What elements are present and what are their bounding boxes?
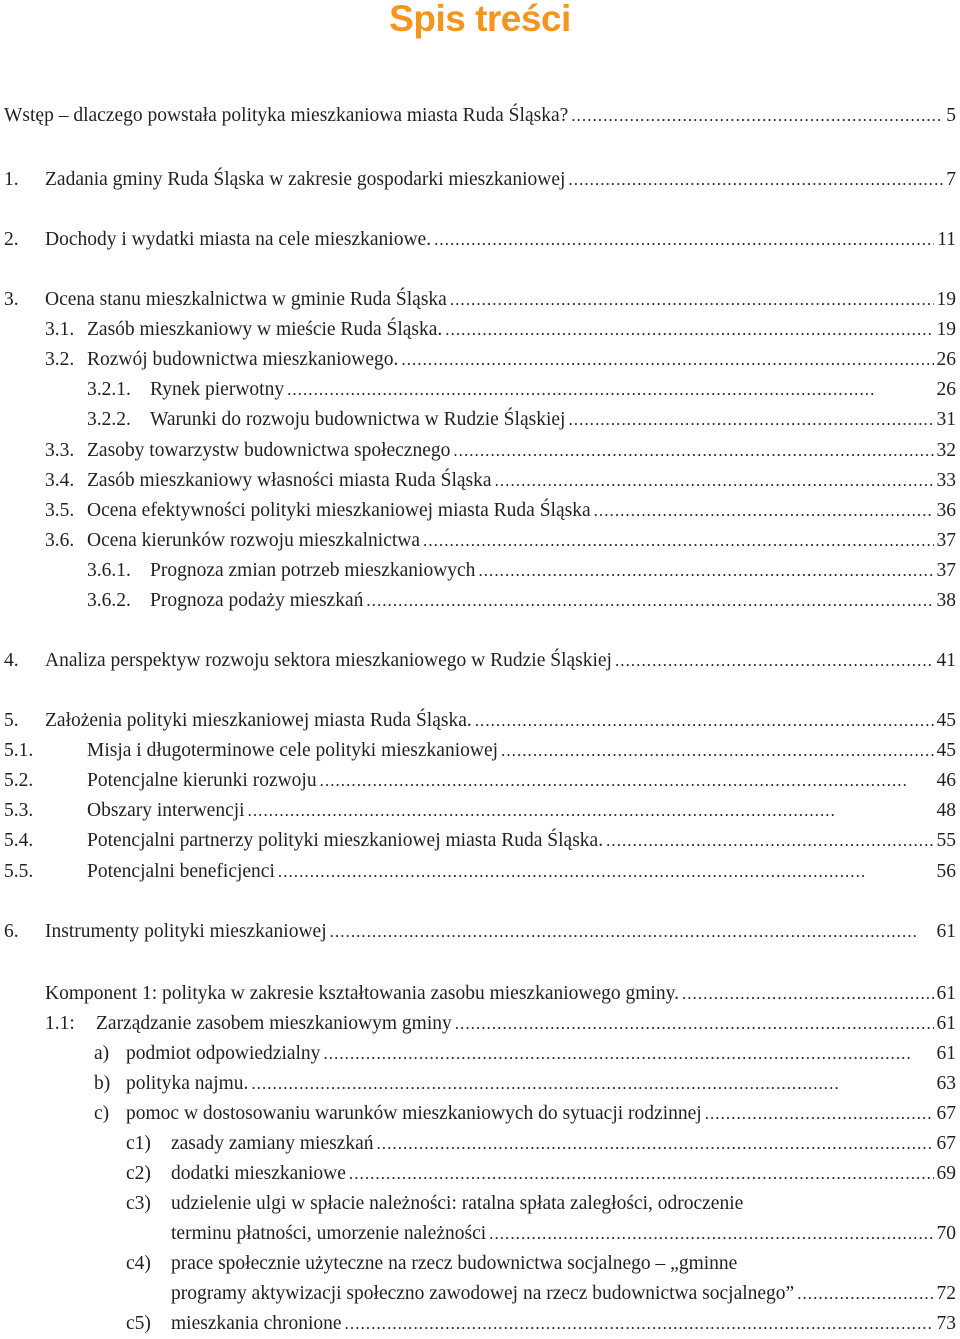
toc-entry-number: 3.6.1. bbox=[87, 560, 131, 581]
toc-entry-title: Dochody i wydatki miasta na cele mieszkaniowe. bbox=[45, 229, 432, 250]
toc-entry-number: a) bbox=[94, 1043, 110, 1064]
toc-entry-number: b) bbox=[94, 1073, 111, 1094]
dot-leader bbox=[248, 796, 934, 826]
toc-entry[interactable] bbox=[126, 1189, 743, 1219]
toc-entry[interactable] bbox=[126, 1249, 737, 1279]
toc-entry-title: terminu płatności, umorzenie należności bbox=[171, 1223, 487, 1244]
toc-entry-page-number: 61 bbox=[936, 1043, 956, 1064]
toc-entry[interactable] bbox=[171, 1279, 956, 1309]
toc-entry-page-number: 31 bbox=[936, 409, 956, 430]
toc-entry-page-number: 11 bbox=[937, 229, 956, 250]
toc-entry[interactable] bbox=[171, 1219, 956, 1249]
toc-entry[interactable] bbox=[45, 979, 956, 1009]
toc-entry[interactable] bbox=[87, 405, 956, 435]
toc-entry-title: Komponent 1: polityka w zakresie kształtowania zasobu mieszkaniowego gminy. bbox=[45, 983, 679, 1004]
dot-leader bbox=[489, 1219, 933, 1249]
toc-entry[interactable] bbox=[4, 766, 956, 796]
toc-entry-title: Zarządzanie zasobem mieszkaniowym gminy bbox=[96, 1013, 452, 1034]
toc-entry-number: 5.1. bbox=[4, 740, 34, 761]
dot-leader bbox=[571, 101, 943, 131]
dot-leader bbox=[320, 766, 934, 796]
toc-entry-page-number: 7 bbox=[946, 169, 956, 190]
toc-entry[interactable] bbox=[94, 1039, 956, 1069]
toc-entry-page-number: 61 bbox=[936, 921, 956, 942]
dot-leader bbox=[797, 1279, 933, 1309]
dot-leader bbox=[615, 646, 934, 676]
toc-entry-number: c) bbox=[94, 1103, 110, 1124]
toc-entry-page-number: 46 bbox=[936, 770, 956, 791]
toc-entry-title: prace społecznie użyteczne na rzecz budownictwa socjalnego – „gminne bbox=[171, 1253, 738, 1274]
toc-entry-number: 5.2. bbox=[4, 770, 34, 791]
toc-entry-title: polityka najmu. bbox=[126, 1073, 249, 1094]
toc-entry-page-number: 33 bbox=[936, 470, 956, 491]
toc-entry-page-number: 69 bbox=[936, 1163, 956, 1184]
toc-entry-title: Potencjalni beneficjenci bbox=[87, 861, 275, 882]
dot-leader bbox=[287, 375, 933, 405]
toc-entry-page-number: 67 bbox=[936, 1103, 956, 1124]
toc-entry-number: 5. bbox=[4, 710, 19, 731]
toc-entry-page-number: 36 bbox=[936, 500, 956, 521]
toc-entry-number: 3.4. bbox=[45, 470, 75, 491]
toc-entry-title: mieszkania chronione bbox=[171, 1313, 342, 1334]
toc-entry-number: 1.1: bbox=[45, 1013, 75, 1034]
toc-entry-page-number: 73 bbox=[936, 1313, 956, 1334]
toc-entry-title: Rynek pierwotny bbox=[150, 379, 285, 400]
toc-entry-page-number: 56 bbox=[936, 861, 956, 882]
dot-leader bbox=[330, 917, 934, 947]
toc-entry[interactable] bbox=[4, 857, 956, 887]
toc-entry-title: Prognoza podaży mieszkań bbox=[150, 590, 364, 611]
toc-entry[interactable] bbox=[45, 466, 956, 496]
dot-leader bbox=[606, 826, 933, 856]
toc-entry-number: 3.6. bbox=[45, 530, 75, 551]
toc-entry-title: programy aktywizacji społeczno zawodowej na rzecz budownictwa socjalnego” bbox=[171, 1283, 795, 1304]
page-title: Spis treści bbox=[389, 0, 571, 39]
toc-entry[interactable] bbox=[4, 826, 956, 856]
toc-entry[interactable] bbox=[4, 706, 956, 736]
toc-entry[interactable] bbox=[4, 165, 956, 195]
toc-entry-number: 3.3. bbox=[45, 440, 75, 461]
toc-entry-number: 6. bbox=[4, 921, 19, 942]
dot-leader bbox=[323, 1039, 933, 1069]
toc-entry-title: udzielenie ulgi w spłacie należności: ratalna spłata zaległości, odroczenie bbox=[171, 1193, 744, 1214]
toc-entry-title: Zasoby towarzystw budownictwa społecznego bbox=[87, 440, 451, 461]
toc-entry-title: Analiza perspektyw rozwoju sektora mieszkaniowego w Rudzie Śląskiej bbox=[45, 650, 612, 671]
dot-leader bbox=[366, 586, 933, 616]
toc-entry[interactable] bbox=[94, 1099, 956, 1129]
toc-entry-number: c1) bbox=[126, 1133, 151, 1154]
toc-entry-page-number: 41 bbox=[936, 650, 956, 671]
dot-leader bbox=[455, 1009, 934, 1039]
toc-entry[interactable] bbox=[87, 375, 956, 405]
dot-leader bbox=[349, 1159, 934, 1189]
dot-leader bbox=[450, 285, 934, 315]
dot-leader bbox=[423, 526, 933, 556]
toc-entry-number: 4. bbox=[4, 650, 19, 671]
toc-entry[interactable] bbox=[4, 225, 956, 255]
toc-entry-title: Ocena stanu mieszkalnictwa w gminie Ruda Śląska bbox=[45, 289, 447, 310]
dot-leader bbox=[568, 165, 943, 195]
toc-entry-title: Potencjalni partnerzy polityki mieszkaniowej miasta Ruda Śląska. bbox=[87, 830, 604, 851]
toc-entry-title: Obszary interwencji bbox=[87, 800, 245, 821]
dot-leader bbox=[478, 556, 933, 586]
toc-entry[interactable] bbox=[45, 345, 956, 375]
toc-entry[interactable] bbox=[45, 315, 956, 345]
toc-entry-title: Misja i długoterminowe cele polityki mieszkaniowej bbox=[87, 740, 499, 761]
dot-leader bbox=[495, 466, 934, 496]
toc-entry-title: pomoc w dostosowaniu warunków mieszkaniowych do sytuacji rodzinnej bbox=[126, 1103, 702, 1124]
toc-entry-page-number: 37 bbox=[936, 560, 956, 581]
toc-entry-page-number: 19 bbox=[936, 289, 956, 310]
dot-leader bbox=[568, 405, 933, 435]
toc-entry-title: dodatki mieszkaniowe bbox=[171, 1163, 346, 1184]
toc-entry-number: c4) bbox=[126, 1253, 151, 1274]
toc-entry-title: podmiot odpowiedzialny bbox=[126, 1043, 321, 1064]
toc-entry-page-number: 38 bbox=[936, 590, 956, 611]
toc-entry[interactable] bbox=[87, 556, 956, 586]
toc-entry-title: Prognoza zmian potrzeb mieszkaniowych bbox=[150, 560, 476, 581]
toc-entry[interactable] bbox=[126, 1129, 956, 1159]
toc-entry[interactable] bbox=[126, 1309, 956, 1339]
toc-entry-page-number: 48 bbox=[936, 800, 956, 821]
toc-entry-page-number: 32 bbox=[936, 440, 956, 461]
toc-entry-page-number: 55 bbox=[936, 830, 956, 851]
toc-entry-page-number: 72 bbox=[936, 1283, 956, 1304]
dot-leader bbox=[501, 736, 933, 766]
toc-entry-title: Ocena kierunków rozwoju mieszkalnictwa bbox=[87, 530, 421, 551]
toc-entry-page-number: 70 bbox=[936, 1223, 956, 1244]
toc-entry-number: 5.4. bbox=[4, 830, 34, 851]
toc-entry-title: Zadania gminy Ruda Śląska w zakresie gospodarki mieszkaniowej bbox=[45, 169, 566, 190]
dot-leader bbox=[278, 857, 934, 887]
dot-leader bbox=[251, 1069, 933, 1099]
toc-entry-title: Rozwój budownictwa mieszkaniowego. bbox=[87, 349, 399, 370]
toc-entry-title: Zasób mieszkaniowy własności miasta Ruda Śląska bbox=[87, 470, 492, 491]
toc-entry[interactable] bbox=[45, 526, 956, 556]
toc-entry[interactable] bbox=[4, 917, 956, 947]
toc-entry-page-number: 61 bbox=[936, 1013, 956, 1034]
toc-entry-page-number: 67 bbox=[936, 1133, 956, 1154]
toc-entry-page-number: 45 bbox=[936, 740, 956, 761]
toc-entry[interactable] bbox=[94, 1069, 956, 1099]
dot-leader bbox=[345, 1309, 934, 1339]
toc-entry-page-number: 63 bbox=[936, 1073, 956, 1094]
dot-leader bbox=[705, 1099, 934, 1129]
toc-entry-number: c2) bbox=[126, 1163, 151, 1184]
toc-entry-title: Potencjalne kierunki rozwoju bbox=[87, 770, 317, 791]
toc-entry-title: Wstęp – dlaczego powstała polityka mieszkaniowa miasta Ruda Śląska? bbox=[4, 105, 569, 126]
toc-entry-number: 3.2.1. bbox=[87, 379, 131, 400]
toc-entry-title: Zasób mieszkaniowy w mieście Ruda Śląska. bbox=[87, 319, 443, 340]
toc-entry[interactable] bbox=[45, 436, 956, 466]
toc-entry[interactable] bbox=[4, 736, 956, 766]
toc-entry-title: Warunki do rozwoju budownictwa w Rudzie Śląskiej bbox=[150, 409, 566, 430]
toc-entry-number: c3) bbox=[126, 1193, 151, 1214]
toc-entry-page-number: 26 bbox=[936, 379, 956, 400]
toc-entry[interactable] bbox=[4, 285, 956, 315]
dot-leader bbox=[434, 225, 934, 255]
toc-entry-page-number: 45 bbox=[936, 710, 956, 731]
toc-entry-number: 3.5. bbox=[45, 500, 75, 521]
toc-entry[interactable] bbox=[4, 646, 956, 676]
toc-entry-number: 3.2. bbox=[45, 349, 75, 370]
dot-leader bbox=[401, 345, 933, 375]
toc-entry-title: Ocena efektywności polityki mieszkaniowej miasta Ruda Śląska bbox=[87, 500, 591, 521]
dot-leader bbox=[475, 706, 934, 736]
toc-entry-number: 3.2.2. bbox=[87, 409, 131, 430]
toc-entry-number: 1. bbox=[4, 169, 19, 190]
dot-leader bbox=[377, 1129, 934, 1159]
toc-entry[interactable] bbox=[45, 1009, 956, 1039]
toc-entry-number: 5.3. bbox=[4, 800, 34, 821]
toc-entry-number: c5) bbox=[126, 1313, 151, 1334]
toc-entry-title: Instrumenty polityki mieszkaniowej bbox=[45, 921, 327, 942]
toc-entry-page-number: 19 bbox=[936, 319, 956, 340]
toc-entry-number: 2. bbox=[4, 229, 19, 250]
toc-entry[interactable] bbox=[4, 796, 956, 826]
toc-entry-page-number: 61 bbox=[936, 983, 956, 1004]
toc-entry-page-number: 5 bbox=[946, 105, 956, 126]
dot-leader bbox=[594, 496, 934, 526]
toc-entry[interactable] bbox=[126, 1159, 956, 1189]
toc-entry-page-number: 26 bbox=[936, 349, 956, 370]
toc-entry-number: 3.6.2. bbox=[87, 590, 131, 611]
toc-entry-number: 3. bbox=[4, 289, 19, 310]
dot-leader bbox=[682, 979, 934, 1009]
dot-leader bbox=[453, 436, 933, 466]
toc-entry[interactable] bbox=[87, 586, 956, 616]
toc-entry[interactable] bbox=[45, 496, 956, 526]
toc-entry-title: zasady zamiany mieszkań bbox=[171, 1133, 374, 1154]
toc-entry[interactable] bbox=[4, 101, 956, 131]
toc-entry-title: Założenia polityki mieszkaniowej miasta Ruda Śląska. bbox=[45, 710, 472, 731]
toc-entry-number: 5.5. bbox=[4, 861, 34, 882]
dot-leader bbox=[445, 315, 933, 345]
toc-entry-number: 3.1. bbox=[45, 319, 75, 340]
toc-entry-page-number: 37 bbox=[936, 530, 956, 551]
